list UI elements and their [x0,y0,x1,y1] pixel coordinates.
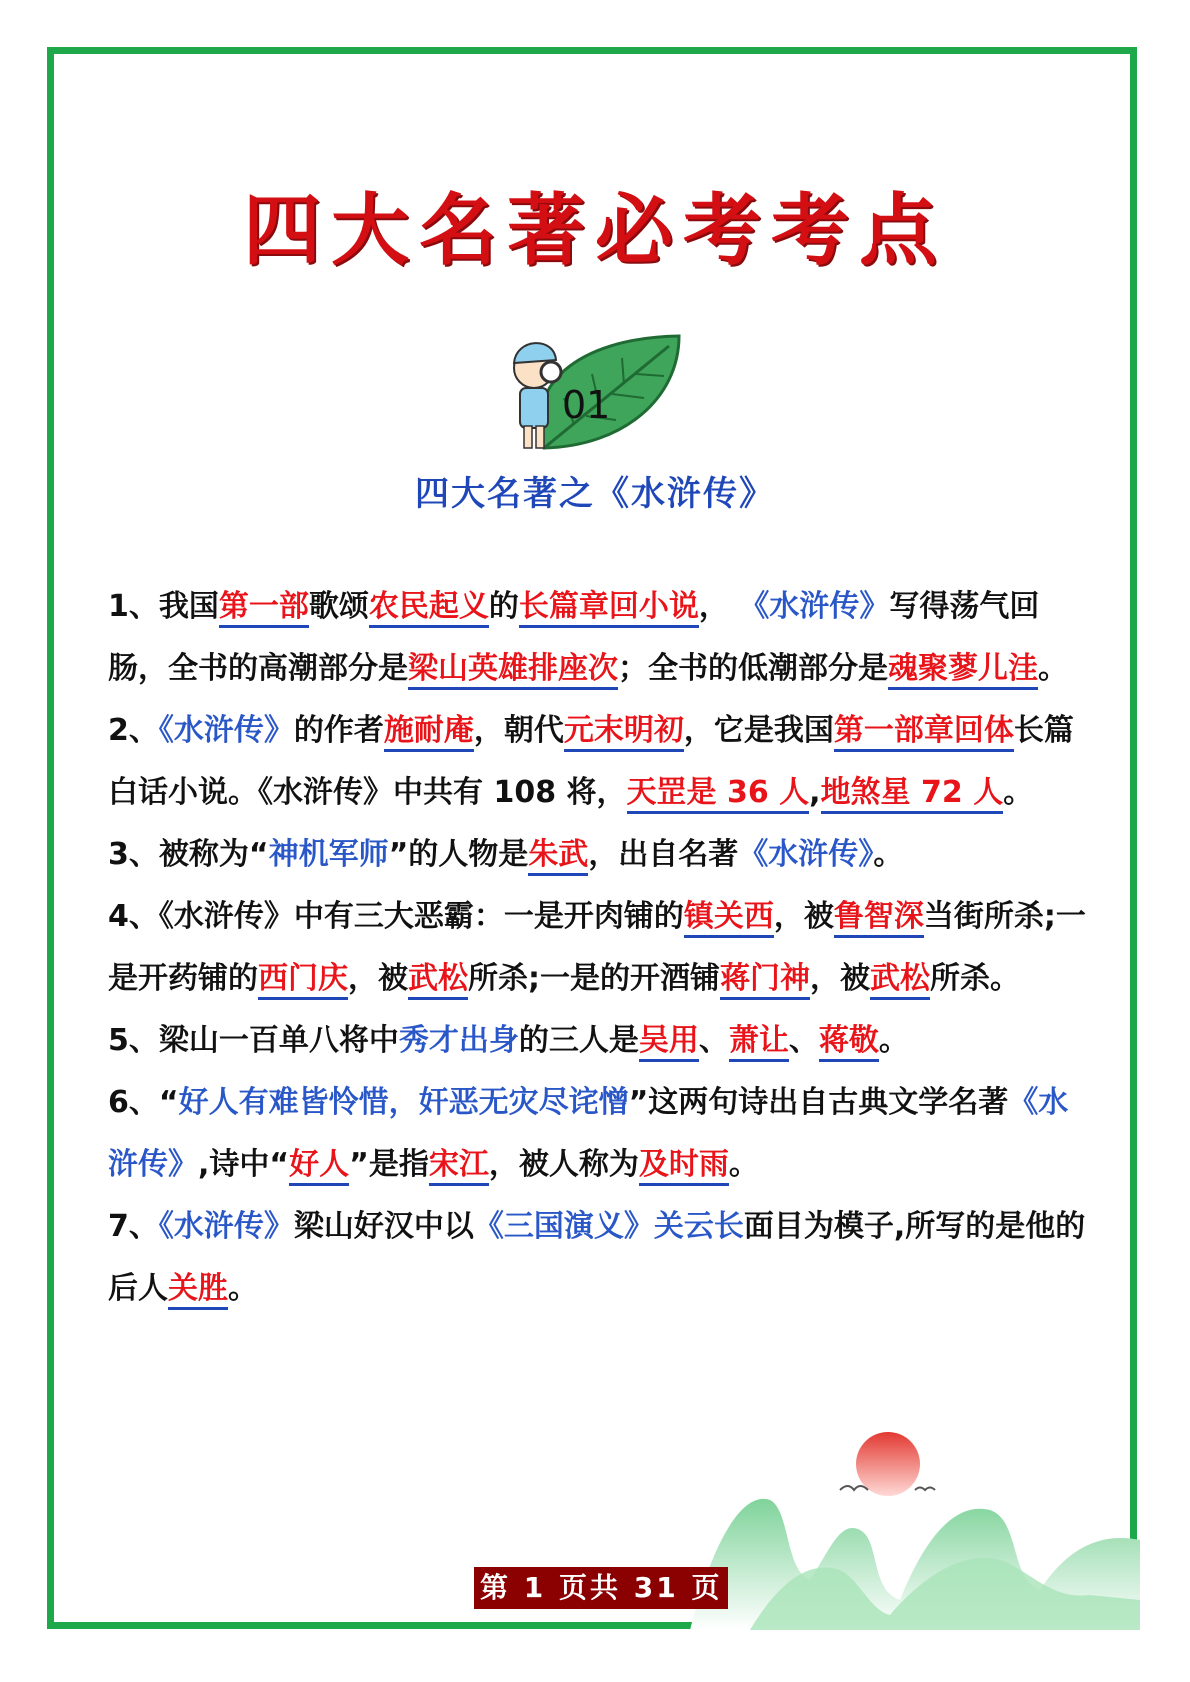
highlight-term: 《水浒传》 [158,713,294,748]
answer-keyword: 关胜 [168,1271,228,1310]
body-text: 面目为模子,所写的是他的后人 [108,1209,1086,1306]
body-text: 6、“ [108,1085,179,1120]
section-badge [504,328,694,458]
answer-keyword: 好人 [289,1147,349,1186]
highlight-term: 《三国演义》关云长 [473,1209,744,1244]
body-text: 的作者 [293,713,384,748]
mountain-illustration [690,1430,1140,1630]
point-list [108,576,1088,1320]
body-text: ，它是我国 [683,713,834,748]
body-text: 、 [788,1023,819,1058]
body-text: 长篇白话小说。《水浒传》中共有 108 将， [108,713,1074,810]
body-text: 歌颂 [308,589,369,624]
point-item [108,886,1088,1010]
answer-keyword: 地煞星 72 人 [821,775,1004,814]
answer-keyword: 第一部章回体 [834,713,1014,752]
page-footer: 第 1 页共 31 页 [474,1567,728,1609]
bird-icon [840,1486,868,1490]
body-text: 写得荡气回肠，全书的高潮部分是 [108,589,1040,686]
point-item [108,824,1088,886]
body-text: ，被 [348,961,408,996]
answer-keyword: 镇关西 [684,899,774,938]
body-text: ”的人物是 [388,837,529,872]
answer-keyword: 蒋敬 [819,1023,879,1062]
answer-keyword: 蒋门神 [720,961,810,1000]
point-item [108,1072,1088,1196]
body-text: 、 [698,1023,729,1058]
answer-keyword: 及时雨 [639,1147,729,1186]
body-text: ”是指 [349,1147,429,1182]
body-text: 4、《水浒传》中有三大恶霸：一是开肉铺的 [108,899,684,934]
sun-icon [856,1432,920,1496]
highlight-term: 神机军师 [268,837,389,872]
body-text: 当街所杀;一是开药铺的 [108,899,1086,996]
answer-keyword: 萧让 [729,1023,789,1062]
answer-keyword: 吴用 [639,1023,699,1062]
body-text: ，出自名著 [588,837,739,872]
body-text: 2、 [108,713,159,748]
highlight-term: 秀才出身 [398,1023,519,1058]
answer-keyword: 第一部 [219,589,309,628]
answer-keyword: 梁山英雄排座次 [408,651,618,690]
page-title: 四大名著必考考点 [242,185,947,276]
body-text: 。 [1003,775,1034,810]
body-text: 的 [488,589,519,624]
highlight-term: 好人有难皆怜惜，奸恶无灾尽诧憎 [178,1085,629,1120]
point-item [108,576,1088,700]
body-text: ，被 [773,899,834,934]
highlight-term: 《水浒传》 [739,589,890,624]
answer-keyword: 天罡是 36 人 [627,775,810,814]
body-text: ，朝代 [473,713,564,748]
badge-number: 01 [562,383,611,427]
body-text: 梁山好汉中以 [293,1209,474,1244]
answer-keyword: 武松 [870,961,930,1000]
highlight-term: 《水浒传》 [738,837,874,872]
body-text: 1、我国 [108,589,219,624]
answer-keyword: 朱武 [528,837,588,876]
answer-keyword: 西门庆 [258,961,348,1000]
answer-keyword: 武松 [408,961,468,1000]
body-text: 的三人是 [518,1023,639,1058]
body-text: 5、梁山一百单八将中 [108,1023,399,1058]
body-text: 。 [873,837,904,872]
body-text: 。 [878,1023,909,1058]
answer-keyword: 宋江 [429,1147,489,1186]
highlight-term: 《水浒传》 [158,1209,294,1244]
highlight-term: 《水浒传》 [108,1085,1069,1182]
body-text: ,诗中“ [198,1147,290,1182]
point-item [108,1010,1088,1072]
body-text: ；全书的低潮部分是 [618,651,888,686]
body-text: 。 [728,1147,759,1182]
body-text: ， [698,589,740,624]
answer-keyword: 施耐庵 [384,713,474,752]
body-text: 所杀;一是的开酒铺 [468,961,720,996]
body-text: 3、被称为“ [108,837,269,872]
body-text: 。 [228,1271,258,1306]
answer-keyword: 魂聚蓼儿洼 [888,651,1038,690]
point-item [108,1196,1088,1320]
body-text: ，被 [810,961,870,996]
answer-keyword: 农民起义 [369,589,489,628]
body-text: 。 [1038,651,1068,686]
body-text: ”这两句诗出自古典文学名著 [628,1085,1009,1120]
body-text: 所杀。 [930,961,1020,996]
body-text: 7、 [108,1209,159,1244]
body-text: ，被人称为 [488,1147,639,1182]
point-item [108,700,1088,824]
answer-keyword: 长篇章回小说 [519,589,699,628]
answer-keyword: 元末明初 [564,713,684,752]
section-subtitle: 四大名著之《水浒传》 [415,474,775,514]
answer-keyword: 鲁智深 [834,899,924,938]
body-text: , [809,775,821,810]
